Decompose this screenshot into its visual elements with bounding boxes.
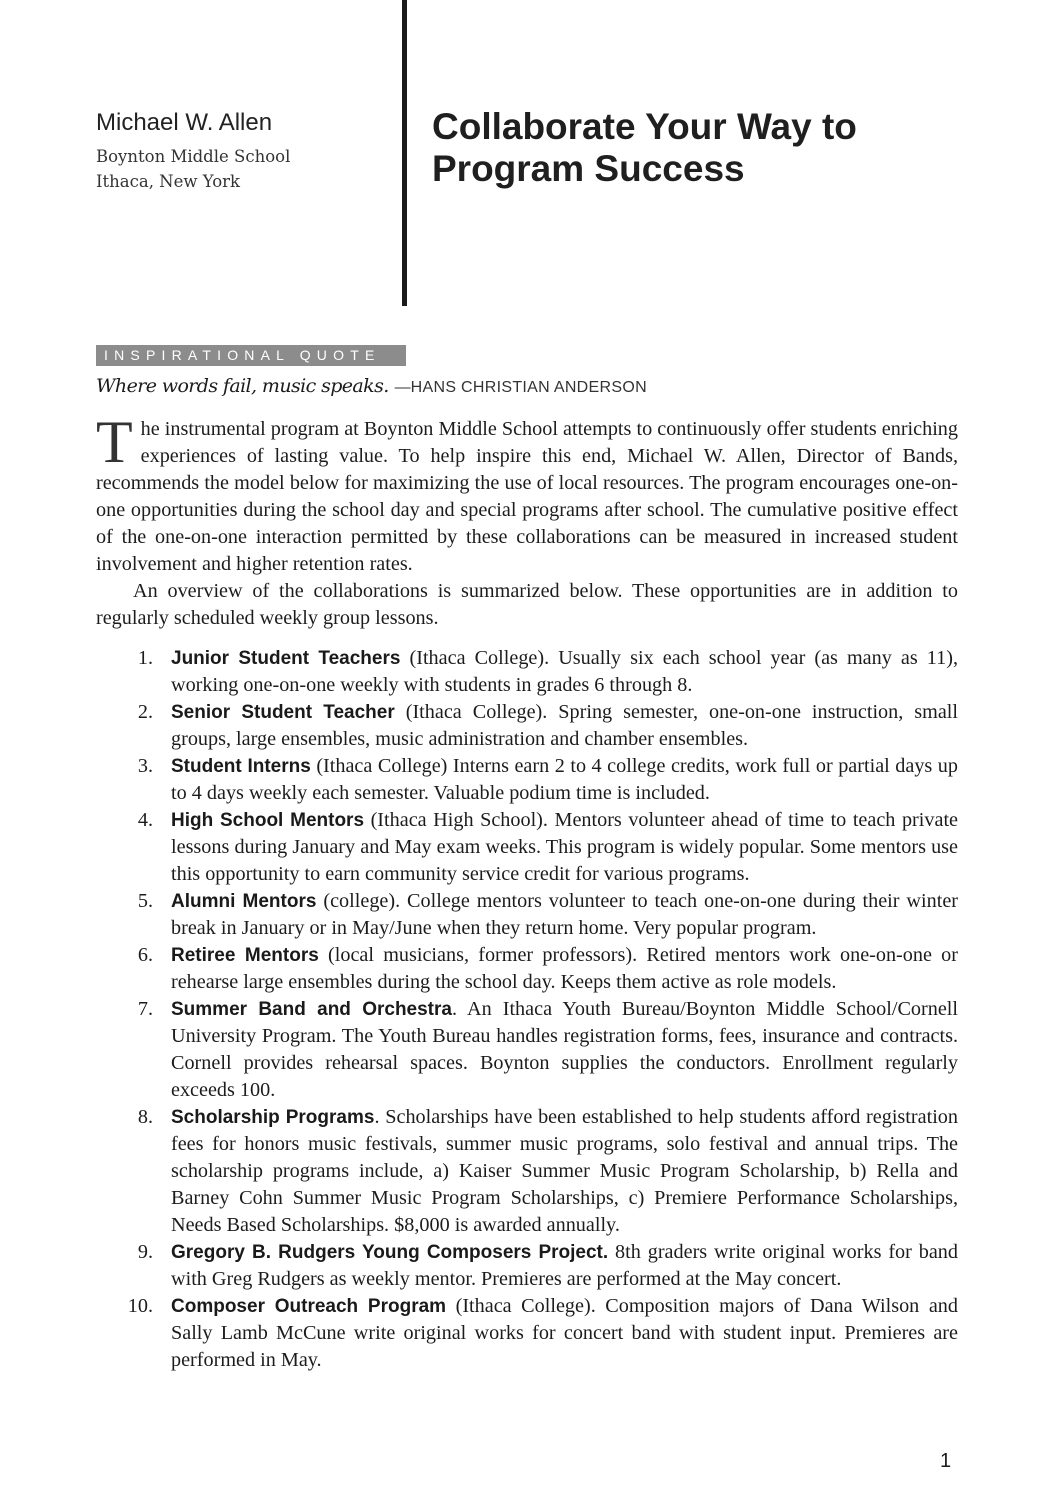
list-item-number: 4. [137,809,153,831]
list-item-number: 6. [137,944,153,966]
list-item-text: (Ithaca College) Interns earn 2 to 4 college credits, work full or partial days up to 4 days weekly each semester. Valuable podium time is included. [171,755,958,804]
list-item [96,1239,958,1293]
list-item [96,1293,958,1374]
list-item-heading: Alumni Mentors [171,891,317,912]
quote-dash: — [394,379,411,396]
list-item-text: (college). College mentors volunteer to teach one-on-one during their winter break in January or in May/June when they return home. Very popular program. [171,890,958,939]
intro-paragraph-1 [96,409,958,578]
author-school: Boynton Middle School [96,147,291,166]
list-item [96,942,958,996]
list-item-text: (Ithaca College). Usually six each school year (as many as 11), working one-on-one weekly with students in grades 6 through 8. [171,647,959,696]
page-number: 1 [940,1450,952,1472]
quote-author: HANS CHRISTIAN ANDERSON [410,379,647,396]
list-item [96,888,958,942]
list-item [96,1104,958,1239]
list-item-heading: Composer Outreach Program [171,1296,447,1317]
title-line-1: Collaborate Your Way to [432,106,857,147]
list-item [96,645,958,699]
list-item-text: 8th graders write original works for band with Greg Rudgers as weekly mentor. Premieres are performed at the May concert. [171,1241,958,1290]
list-item-number: 1. [137,647,153,669]
article-title [432,106,992,190]
list-item-heading: Senior Student Teacher [171,702,395,723]
inspirational-quote-label: INSPIRATIONAL QUOTE [96,345,406,366]
list-item-number: 10. [127,1295,153,1317]
list-item-text: (Ithaca High School). Mentors volunteer ahead of time to teach private lessons during January and May exam weeks. This program is widely popular. Some mentors use this opportunity to earn community service credit for various programs. [171,809,959,885]
list-item-text: . Scholarships have been established to help students afford registration fees for honors music festivals, summer music programs, solo festival and annual trips. The scholarship programs include, a) Kaiser Summer Music Program Scholarship, b) Rella and Barney Cohn Summer Music Program Scholarships, c) Premiere Performance Scholarships, Needs Based Scholarships. $8,000 is awarded annually. [171,1106,958,1236]
list-item-heading: Junior Student Teachers [171,648,401,669]
intro-paragraph-1-text: he instrumental program at Boynton Middle School attempts to continuously offer students enriching experiences of lasting value. To help inspire this end, Michael W. Allen, Director of Bands, recommends the model below for maximizing the use of local resources. The program encourages one-on-one opportunities during the school day and special programs after school. The cumulative positive effect of the one-on-one interaction permitted by these collaborations can be measured in increased student involvement and higher retention rates. [96,418,958,575]
list-item-text: (local musicians, former professors). Retired mentors work one-on-one or rehearse large ensembles during the school day. Keeps them active as role models. [171,944,958,993]
list-item [96,699,958,753]
list-item-heading: Summer Band and Orchestra [171,999,452,1020]
list-item-number: 7. [137,998,153,1020]
list-item-heading: Gregory B. Rudgers Young Composers Project. [171,1242,609,1263]
list-item [96,807,958,888]
list-item-number: 8. [137,1106,153,1128]
intro-paragraph-2: An overview of the collaborations is summarized below. These opportunities are in addition to regularly scheduled weekly group lessons. [96,580,958,629]
list-item-text: (Ithaca College). Composition majors of Dana Wilson and Sally Lamb McCune write original works for concert band with student input. Premieres are performed in May. [171,1295,958,1371]
list-item-number: 2. [137,701,153,723]
list-item-heading: Student Interns [171,756,311,777]
list-item-heading: High School Mentors [171,810,365,831]
quote-line [96,372,976,402]
intro-body [96,409,958,632]
author-name: Michael W. Allen [96,109,273,136]
title-line-2: Program Success [432,148,745,189]
list-item-number: 5. [137,890,153,912]
list-item-number: 3. [137,755,153,777]
list-item-heading: Scholarship Programs [171,1107,375,1128]
drop-cap: T [96,409,133,475]
quote-text: Where words fail, music speaks. [96,375,389,397]
list-item [96,996,958,1104]
list-item-heading: Retiree Mentors [171,945,319,966]
list-item-number: 9. [137,1241,153,1263]
vertical-divider [402,0,407,306]
author-block [96,108,386,194]
list-item-text: (Ithaca College). Spring semester, one-on-one instruction, small groups, large ensembles, music administration and chamber ensembles. [171,701,959,750]
list-item-text: . An Ithaca Youth Bureau/Boynton Middle School/Cornell University Program. The Youth Bureau handles registration forms, fees, insurance and contracts. Cornell provides rehearsal spaces. Boynton supplies the conductors. Enrollment regularly exceeds 100. [171,998,958,1101]
collaborations-list [96,645,958,1374]
author-location: Ithaca, New York [96,172,241,191]
list-item [96,753,958,807]
